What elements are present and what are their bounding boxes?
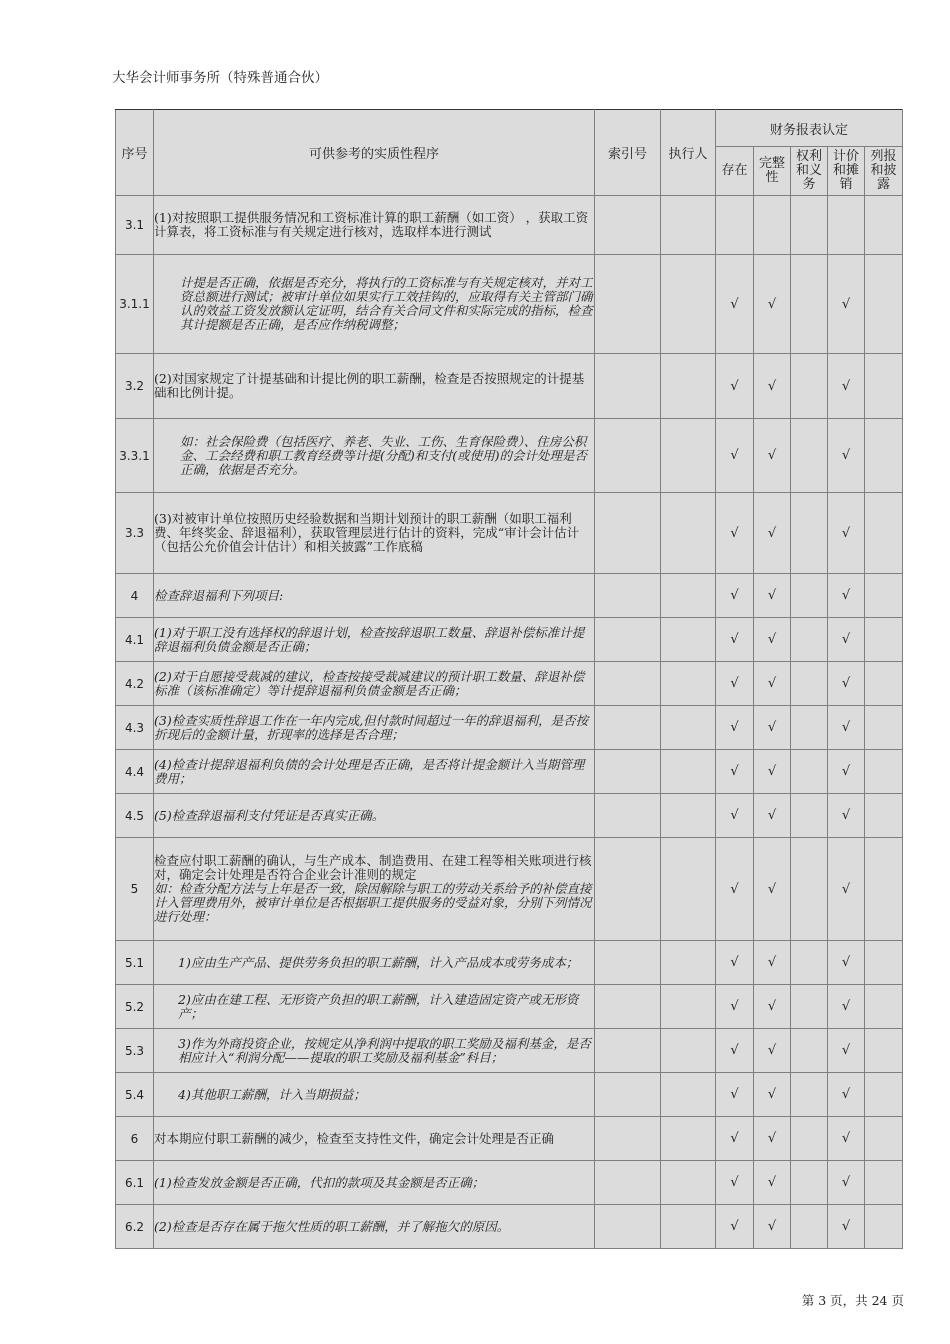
- row-procedure-main: 检查应付职工薪酬的确认，与生产成本、制造费用、在建工程等相关账项进行核对，确定会计处理是否符合企业会计准则的规定: [154, 853, 592, 882]
- mark-presentation: [865, 1205, 903, 1249]
- header-presentation: 列报和披露: [865, 147, 903, 196]
- table-row: [116, 941, 903, 985]
- mark-rights: [791, 1117, 828, 1161]
- mark-completeness: √: [754, 574, 791, 618]
- mark-presentation: [865, 574, 903, 618]
- row-executor: [661, 1117, 716, 1161]
- mark-existence: √: [716, 1161, 754, 1205]
- mark-presentation: [865, 750, 903, 794]
- row-executor: [661, 493, 716, 574]
- mark-presentation: [865, 618, 903, 662]
- mark-presentation: [865, 1073, 903, 1117]
- mark-existence: √: [716, 618, 754, 662]
- row-index: [595, 419, 661, 493]
- row-number: 6: [116, 1117, 154, 1161]
- row-index: [595, 985, 661, 1029]
- mark-valuation: √: [828, 354, 865, 419]
- mark-rights: [791, 255, 828, 354]
- row-procedure: (1)检查发放金额是否正确，代扣的款项及其金额是否正确；: [154, 1161, 595, 1205]
- mark-completeness: √: [754, 838, 791, 941]
- mark-completeness: √: [754, 662, 791, 706]
- mark-existence: √: [716, 1205, 754, 1249]
- row-procedure: [154, 838, 595, 941]
- table-row: [116, 618, 903, 662]
- row-procedure: 对本期应付职工薪酬的减少，检查至支持性文件，确定会计处理是否正确: [154, 1117, 595, 1161]
- row-index: [595, 196, 661, 255]
- mark-presentation: [865, 493, 903, 574]
- row-index: [595, 493, 661, 574]
- row-number: 5.3: [116, 1029, 154, 1073]
- row-procedure: (2)检查是否存在属于拖欠性质的职工薪酬，并了解拖欠的原因。: [154, 1205, 595, 1249]
- row-index: [595, 1073, 661, 1117]
- mark-presentation: [865, 1161, 903, 1205]
- table-row: [116, 354, 903, 419]
- row-executor: [661, 574, 716, 618]
- header-completeness: 完整性: [754, 147, 791, 196]
- mark-valuation: [828, 196, 865, 255]
- row-index: [595, 574, 661, 618]
- mark-rights: [791, 1161, 828, 1205]
- mark-existence: √: [716, 493, 754, 574]
- row-executor: [661, 985, 716, 1029]
- row-executor: [661, 1161, 716, 1205]
- table-row: [116, 1161, 903, 1205]
- mark-valuation: √: [828, 662, 865, 706]
- mark-existence: √: [716, 419, 754, 493]
- header-executor: 执行人: [661, 110, 716, 196]
- mark-completeness: √: [754, 794, 791, 838]
- row-procedure: (1)对按照职工提供服务情况和工资标准计算的职工薪酬（如工资） ，获取工资计算表，将工资标准与有关规定进行核对，选取样本进行测试: [154, 196, 595, 255]
- mark-rights: [791, 706, 828, 750]
- mark-valuation: √: [828, 1117, 865, 1161]
- table-row: [116, 985, 903, 1029]
- mark-existence: √: [716, 255, 754, 354]
- mark-valuation: √: [828, 419, 865, 493]
- mark-completeness: √: [754, 1117, 791, 1161]
- mark-existence: √: [716, 662, 754, 706]
- header-index: 索引号: [595, 110, 661, 196]
- mark-existence: √: [716, 750, 754, 794]
- mark-existence: √: [716, 706, 754, 750]
- row-procedure: (3)检查实质性辞退工作在一年内完成,但付款时间超过一年的辞退福利，是否按折现后的金额计量，折现率的选择是否合理；: [154, 706, 595, 750]
- mark-valuation: √: [828, 838, 865, 941]
- mark-rights: [791, 574, 828, 618]
- header-procedure: 可供参考的实质性程序: [154, 110, 595, 196]
- row-executor: [661, 618, 716, 662]
- table-row: [116, 750, 903, 794]
- mark-completeness: √: [754, 255, 791, 354]
- row-executor: [661, 838, 716, 941]
- row-executor: [661, 941, 716, 985]
- row-index: [595, 255, 661, 354]
- row-procedure: 计提是否正确，依据是否充分，将执行的工资标准与有关规定核对，并对工资总额进行测试；被审计单位如果实行工效挂钩的，应取得有关主管部门确认的效益工资发放额认定证明，结合有关合同文件和实际完成的指标，检查其计提额是否正确，是否应作纳税调整；: [154, 255, 595, 354]
- table-row: [116, 1117, 903, 1161]
- mark-rights: [791, 419, 828, 493]
- row-executor: [661, 419, 716, 493]
- row-index: [595, 1205, 661, 1249]
- mark-presentation: [865, 794, 903, 838]
- row-index: [595, 1029, 661, 1073]
- row-executor: [661, 662, 716, 706]
- mark-existence: √: [716, 354, 754, 419]
- mark-completeness: √: [754, 985, 791, 1029]
- row-number: 6.2: [116, 1205, 154, 1249]
- table-row: [116, 662, 903, 706]
- mark-existence: √: [716, 574, 754, 618]
- mark-valuation: √: [828, 1161, 865, 1205]
- mark-existence: √: [716, 838, 754, 941]
- header-valuation: 计价和摊销: [828, 147, 865, 196]
- table-row: [116, 574, 903, 618]
- row-number: 3.2: [116, 354, 154, 419]
- mark-existence: √: [716, 794, 754, 838]
- table-row: [116, 1029, 903, 1073]
- row-number: 5.4: [116, 1073, 154, 1117]
- mark-rights: [791, 941, 828, 985]
- row-executor: [661, 794, 716, 838]
- row-procedure: 检查辞退福利下列项目:: [154, 574, 595, 618]
- row-executor: [661, 255, 716, 354]
- mark-presentation: [865, 985, 903, 1029]
- row-number: 4: [116, 574, 154, 618]
- row-number: 4.3: [116, 706, 154, 750]
- row-executor: [661, 354, 716, 419]
- row-number: 4.5: [116, 794, 154, 838]
- firm-name: 大华会计师事务所（特殊普通合伙）: [112, 70, 328, 86]
- row-number: 5.1: [116, 941, 154, 985]
- mark-valuation: √: [828, 1029, 865, 1073]
- mark-completeness: √: [754, 1205, 791, 1249]
- mark-presentation: [865, 662, 903, 706]
- mark-valuation: √: [828, 985, 865, 1029]
- header-assertions: 财务报表认定: [716, 110, 903, 147]
- mark-valuation: √: [828, 750, 865, 794]
- mark-completeness: √: [754, 706, 791, 750]
- mark-valuation: √: [828, 618, 865, 662]
- row-number: 5.2: [116, 985, 154, 1029]
- row-number: 4.1: [116, 618, 154, 662]
- row-index: [595, 1161, 661, 1205]
- header-seq: 序号: [116, 110, 154, 196]
- row-number: 3.1: [116, 196, 154, 255]
- mark-rights: [791, 662, 828, 706]
- mark-rights: [791, 354, 828, 419]
- mark-valuation: √: [828, 255, 865, 354]
- row-executor: [661, 750, 716, 794]
- row-index: [595, 750, 661, 794]
- table-row: [116, 1205, 903, 1249]
- mark-rights: [791, 750, 828, 794]
- row-index: [595, 662, 661, 706]
- row-procedure: (5)检查辞退福利支付凭证是否真实正确。: [154, 794, 595, 838]
- mark-rights: [791, 1205, 828, 1249]
- mark-rights: [791, 196, 828, 255]
- mark-valuation: √: [828, 1205, 865, 1249]
- row-procedure: (4)检查计提辞退福利负债的会计处理是否正确，是否将计提金额计入当期管理费用；: [154, 750, 595, 794]
- mark-existence: √: [716, 1117, 754, 1161]
- table-row: [116, 706, 903, 750]
- mark-completeness: √: [754, 1029, 791, 1073]
- mark-valuation: √: [828, 794, 865, 838]
- mark-rights: [791, 1073, 828, 1117]
- row-executor: [661, 1073, 716, 1117]
- row-number: 3.1.1: [116, 255, 154, 354]
- mark-presentation: [865, 1029, 903, 1073]
- mark-valuation: √: [828, 941, 865, 985]
- mark-presentation: [865, 941, 903, 985]
- row-index: [595, 941, 661, 985]
- mark-existence: √: [716, 1029, 754, 1073]
- mark-completeness: √: [754, 419, 791, 493]
- mark-completeness: √: [754, 493, 791, 574]
- row-number: 3.3.1: [116, 419, 154, 493]
- mark-presentation: [865, 1117, 903, 1161]
- row-index: [595, 618, 661, 662]
- mark-existence: √: [716, 941, 754, 985]
- audit-procedure-table: [115, 109, 903, 1249]
- mark-existence: √: [716, 985, 754, 1029]
- table-row: [116, 1073, 903, 1117]
- row-executor: [661, 1205, 716, 1249]
- row-procedure: 如：社会保险费（包括医疗、养老、失业、工伤、生育保险费）、住房公积金、工会经费和职工教育经费等计提(分配)和支付(或使用)的会计处理是否正确，依据是否充分。: [154, 419, 595, 493]
- row-procedure: (3)对被审计单位按照历史经验数据和当期计划预计的职工薪酬（如职工福利费、年终奖金、辞退福利），获取管理层进行估计的资料，完成“审计会计估计（包括公允价值会计估计）和相关披露”工作底稿: [154, 493, 595, 574]
- row-number: 5: [116, 838, 154, 941]
- row-procedure: (1)对于职工没有选择权的辞退计划，检查按辞退职工数量、辞退补偿标准计提辞退福利负债金额是否正确；: [154, 618, 595, 662]
- mark-presentation: [865, 419, 903, 493]
- mark-rights: [791, 1029, 828, 1073]
- mark-presentation: [865, 838, 903, 941]
- table-row: [116, 196, 903, 255]
- table-row: [116, 794, 903, 838]
- mark-rights: [791, 985, 828, 1029]
- row-executor: [661, 196, 716, 255]
- table-row: [116, 255, 903, 354]
- row-number: 6.1: [116, 1161, 154, 1205]
- mark-valuation: √: [828, 1073, 865, 1117]
- mark-valuation: √: [828, 574, 865, 618]
- mark-rights: [791, 618, 828, 662]
- mark-existence: √: [716, 1073, 754, 1117]
- mark-completeness: [754, 196, 791, 255]
- mark-completeness: √: [754, 1073, 791, 1117]
- row-procedure: 3)作为外商投资企业，按规定从净利润中提取的职工奖励及福利基金，是否相应计入“利润分配——提取的职工奖励及福利基金”科目；: [154, 1029, 595, 1073]
- mark-presentation: [865, 196, 903, 255]
- mark-rights: [791, 493, 828, 574]
- header-rights: 权利和义务: [791, 147, 828, 196]
- row-procedure: 4)其他职工薪酬，计入当期损益；: [154, 1073, 595, 1117]
- row-executor: [661, 706, 716, 750]
- mark-valuation: √: [828, 706, 865, 750]
- table-row: [116, 419, 903, 493]
- mark-completeness: √: [754, 618, 791, 662]
- row-procedure: 2)应由在建工程、无形资产负担的职工薪酬，计入建造固定资产或无形资产；: [154, 985, 595, 1029]
- mark-completeness: √: [754, 1161, 791, 1205]
- row-index: [595, 354, 661, 419]
- mark-completeness: √: [754, 750, 791, 794]
- mark-valuation: √: [828, 493, 865, 574]
- mark-rights: [791, 838, 828, 941]
- row-index: [595, 838, 661, 941]
- row-procedure: (2)对国家规定了计提基础和计提比例的职工薪酬，检查是否按照规定的计提基础和比例计提。: [154, 354, 595, 419]
- mark-existence: [716, 196, 754, 255]
- mark-completeness: √: [754, 941, 791, 985]
- row-index: [595, 794, 661, 838]
- mark-presentation: [865, 706, 903, 750]
- header-existence: 存在: [716, 147, 754, 196]
- mark-presentation: [865, 255, 903, 354]
- row-index: [595, 706, 661, 750]
- row-procedure: (2)对于自愿接受裁减的建议，检查按接受裁减建议的预计职工数量、辞退补偿标准（该标准确定）等计提辞退福利负债金额是否正确；: [154, 662, 595, 706]
- mark-rights: [791, 794, 828, 838]
- row-number: 4.2: [116, 662, 154, 706]
- row-procedure: 1)应由生产产品、提供劳务负担的职工薪酬，计入产品成本或劳务成本；: [154, 941, 595, 985]
- page-number: 第 3 页，共 24 页: [801, 1293, 904, 1308]
- row-number: 4.4: [116, 750, 154, 794]
- row-index: [595, 1117, 661, 1161]
- table-row: [116, 838, 903, 941]
- mark-completeness: √: [754, 354, 791, 419]
- table-row: [116, 493, 903, 574]
- row-number: 3.3: [116, 493, 154, 574]
- row-executor: [661, 1029, 716, 1073]
- row-procedure-example: 如：检查分配方法与上年是否一致，除因解除与职工的劳动关系给予的补偿直接计入管理费用外，被审计单位是否根据职工提供服务的受益对象，分别下列情况进行处理：: [154, 881, 592, 924]
- mark-presentation: [865, 354, 903, 419]
